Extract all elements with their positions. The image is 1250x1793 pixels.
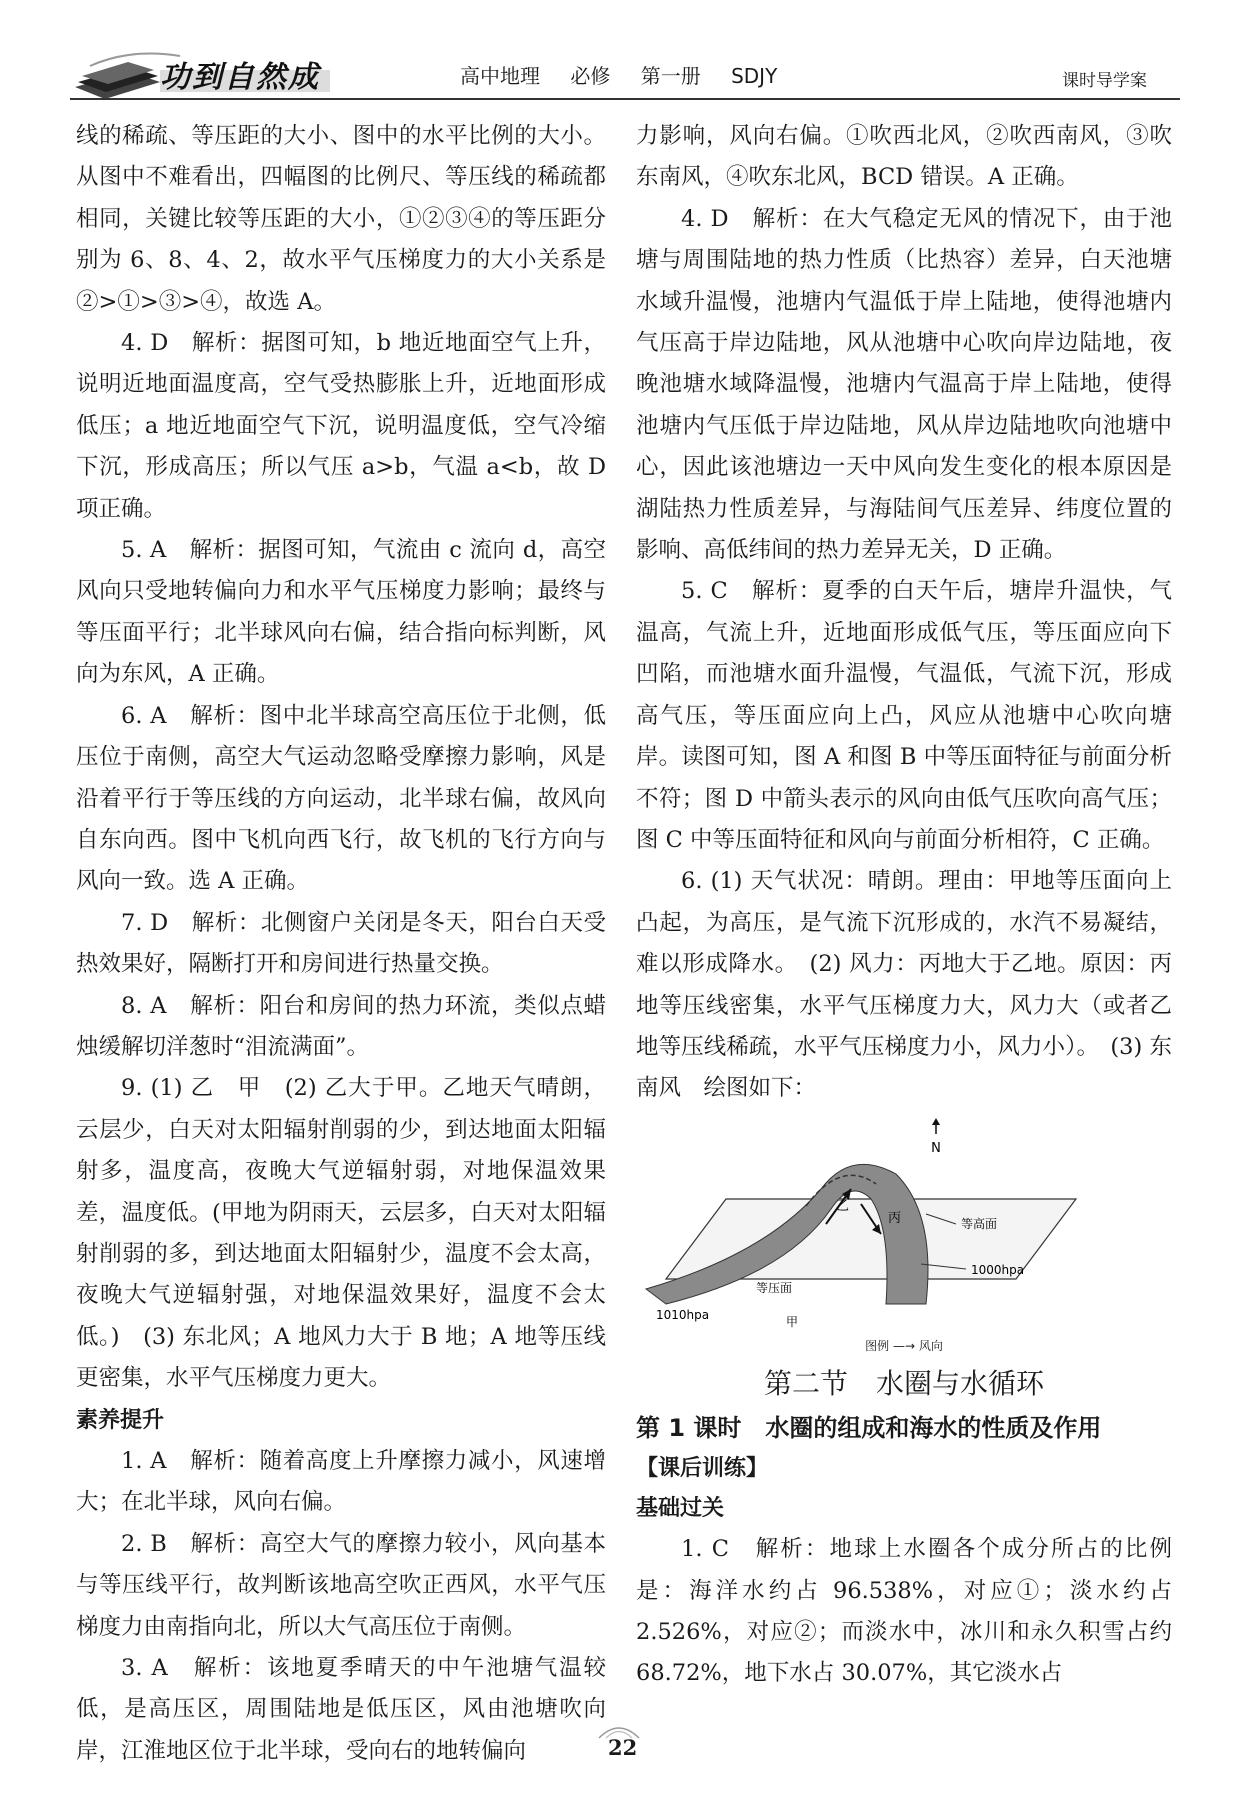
subsection-heading: 基础过关 [636, 1495, 725, 1521]
answer-9: 9. (1) 乙 甲 (2) 乙大于甲。乙地天气晴朗，云层少，白天对太阳辐射削弱的少，到达地面太阳辐射多，温度高，夜晚大气逆辐射弱，对地保温效果差，温度低。(甲地为阴雨天，云层多，白天对太阳辐射削弱的多，到达地面太阳辐射少，温度不会太高，夜晚大气逆辐射强，对地保温效果好，温度不会太低。) (3) 东北风；A 地风力大于 B 地；A 地等压线更密集，水平气压梯度力更大。 [76, 1075, 606, 1392]
legend-arrow-icon: —→ [892, 1338, 916, 1353]
label-pressure-surface: 等压面 [756, 1280, 793, 1295]
exercise-tag: 【课后训练】 [636, 1455, 769, 1481]
right-column [636, 116, 1172, 1695]
answer-6: 6. A 解析：图中北半球高空高压位于北侧，低压位于南侧，高空大气运动忽略受摩擦力影响，风是沿着平行于等压线的方向运动，北半球右偏，故风向自东向西。图中飞机向西飞行，故飞机的飞行方向与风向一致。选 A 正确。 [76, 702, 606, 895]
page-header [0, 0, 1250, 110]
answer-4: 4. D 解析：据图可知，b 地近地面空气上升，说明近地面温度高，空气受热膨胀上升，近地面形成低压；a 地近地面空气下沉，说明温度低，空气冷缩下沉，形成高压；所以气压 a>b，气温 a<b，故 D 项正确。 [76, 330, 606, 522]
subject-label: 高中地理 [460, 64, 540, 88]
answer-continued: 线的稀疏、等压距的大小、图中的水平比例的大小。从图中不难看出，四幅图的比例尺、等压线的稀疏都相同，关键比较等压距的大小，①②③④的等压距分别为 6、8、4、2，故水平气压梯度力的大小关系是②>①>③>④，故选 A。 [76, 123, 606, 315]
answer-s3: 3. A 解析：该地夏季晴天的中午池塘气温较低，是高压区，周围陆地是低压区，风由池塘吹向岸，江淮地区位于北半球，受向右的地转偏向 [76, 1655, 606, 1764]
answer-5: 5. A 解析：据图可知，气流由 c 流向 d，高空风向只受地转偏向力和水平气压梯度力影响；最终与等压面平行；北半球风向右偏，结合指向标判断，风向为东风，A 正确。 [76, 537, 606, 688]
label-bing: 丙 [888, 1210, 902, 1226]
label-yi: 乙 [836, 1198, 850, 1214]
lesson-title: 第 1 课时 水圈的组成和海水的性质及作用 [636, 1413, 1102, 1442]
header-divider [70, 98, 1180, 100]
chapter-title: 第二节 水圈与水循环 [763, 1366, 1044, 1400]
legend-label: 图例 [865, 1338, 890, 1353]
label-1010hpa: 1010hpa [656, 1307, 710, 1322]
brand-title: 功到自然成 [160, 60, 320, 95]
series-label: 课时导学案 [1062, 71, 1147, 91]
label-jia: 甲 [786, 1314, 799, 1329]
figure-legend [636, 1338, 1172, 1354]
code-label: SDJY [731, 64, 778, 88]
north-label: N [931, 1140, 941, 1156]
answer-7: 7. D 解析：北侧窗户关闭是冬天，阳台白天受热效果好，隔断打开和房间进行热量交换。 [76, 909, 606, 978]
section-heading: 素养提升 [76, 1407, 165, 1433]
type-label: 必修 [570, 64, 611, 88]
left-column [76, 116, 606, 1772]
label-isobaric-plane: 等高面 [961, 1216, 998, 1231]
answer-r4: 4. D 解析：在大气稳定无风的情况下，由于池塘与周围陆地的热力性质（比热容）差异，白天池塘水域升温慢，池塘内气温低于岸上陆地，使得池塘内气压高于岸边陆地，风从池塘中心吹向岸边陆地，夜晚池塘水域降温慢，池塘内气温高于岸上陆地，使得池塘内气压低于岸边陆地，风从岸边陆地吹向池塘中心，因此该池塘边一天中风向发生变化的根本原因是湖陆热力性质差异，与海陆间气压差异、纬度位置的影响、高低纬间的热力差异无关，D 正确。 [636, 205, 1172, 564]
volume-label: 第一册 [640, 64, 701, 88]
page-number: 22 [608, 1735, 638, 1760]
answer-s1: 1. A 解析：随着高度上升摩擦力减小，风速增大；在北半球，风向右偏。 [76, 1448, 606, 1516]
pressure-surface-diagram [636, 1114, 1172, 1334]
answer-s2: 2. B 解析：高空大气的摩擦力较小，风向基本与等压线平行，故判断该地高空吹正西风，水平气压梯度力由南指向北，所以大气高压位于南侧。 [76, 1530, 606, 1640]
legend-text: 风向 [918, 1338, 943, 1353]
answer-r5: 5. C 解析：夏季的白天午后，塘岸升温快，气温高，气流上升，近地面形成低气压，等压面应向下凹陷，而池塘水面升温慢，气温低，气流下沉，形成高气压，等压面应向上凸，风应从池塘中心吹向塘岸。读图可知，图 A 和图 B 中等压面特征与前面分析不符；图 D 中箭头表示的风向由低气压吹向高气压；图 C 中等压面特征和风向与前面分析相符，C 正确。 [636, 578, 1172, 853]
answer-continued-right: 力影响，风向右偏。①吹西北风，②吹西南风，③吹东南风，④吹东北风，BCD 错误。A 正确。 [636, 123, 1172, 191]
answer-b1: 1. C 解析：地球上水圈各个成分所占的比例是：海洋水约占 96.538%，对应①；淡水约占 2.526%，对应②；而淡水中，冰川和永久积雪占约 68.72%，地下水占 30.07%，其它淡水占 [636, 1536, 1172, 1687]
book-info [460, 60, 801, 89]
answer-r6: 6. (1) 天气状况：晴朗。理由：甲地等压面向上凸起，为高压，是气流下沉形成的，水汽不易凝结，难以形成降水。 (2) 风力：丙地大于乙地。原因：丙地等压线密集，水平气压梯度力大，风力大（或者乙地等压线稀疏，水平气压梯度力小，风力小）。 (3) 东南风 绘图如下： [636, 868, 1172, 1102]
label-1000hpa: 1000hpa [971, 1262, 1025, 1277]
answer-8: 8. A 解析：阳台和房间的热力环流，类似点蜡烛缓解切洋葱时“泪流满面”。 [76, 992, 606, 1060]
